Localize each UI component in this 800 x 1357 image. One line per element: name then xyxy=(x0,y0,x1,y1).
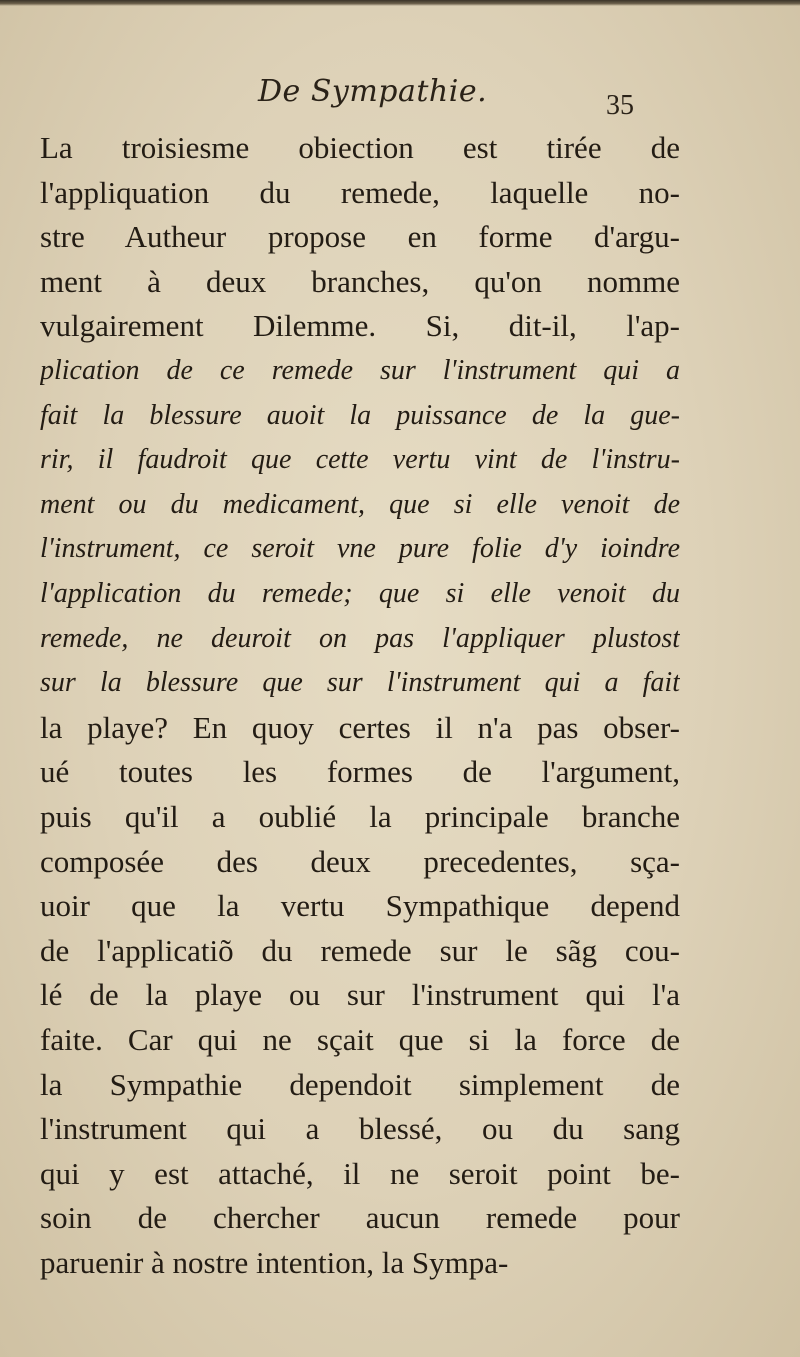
text-line: plication de ce remede sur l'instrument qui a xyxy=(40,355,680,386)
text-line: ment ou du medicament, que si elle venoit de xyxy=(40,488,680,520)
text-line: sur la blessure que sur l'instrument qui a fait xyxy=(40,667,680,699)
text-line: lé de la playe ou sur l'instrument qui l'a xyxy=(40,977,680,1013)
text-line: l'appliquation du remede, laquelle no- xyxy=(40,174,680,210)
text-line: uoir que la vertu Sympathique depend xyxy=(40,888,680,924)
page-number: 35 xyxy=(606,90,634,121)
text-line: la playe? En quoy certes il n'a pas obser- xyxy=(40,709,680,745)
text-line: qui y est attaché, il ne seroit point be- xyxy=(40,1155,680,1191)
text-line: la Sympathie dependoit simplement de xyxy=(40,1066,680,1102)
text-line: La troisiesme obiection est tirée de xyxy=(40,130,680,165)
text-line: de l'applicatiõ du remede sur le sãg cou- xyxy=(40,932,680,968)
text-line: ué toutes les formes de l'argument, xyxy=(40,754,680,790)
text-line: l'application du remede; que si elle venoit du xyxy=(40,578,680,609)
text-line: composée des deux precedentes, sça- xyxy=(40,843,680,879)
page-header xyxy=(0,70,800,120)
text-line: l'instrument qui a blessé, ou du sang xyxy=(40,1111,680,1147)
text-line: ment à deux branches, qu'on nomme xyxy=(40,263,680,299)
text-line: soin de chercher aucun remede pour xyxy=(40,1200,680,1236)
text-line: vulgairement Dilemme. Si, dit-il, l'ap- xyxy=(40,308,680,344)
text-line: puis qu'il a oublié la principale branche xyxy=(40,799,680,834)
page-top-edge xyxy=(0,0,800,6)
text-line: rir, il faudroit que cette vertu vint de l'instru- xyxy=(40,444,680,476)
text-line: fait la blessure auoit la puissance de la gue- xyxy=(40,399,680,431)
running-title: De Sympathie. xyxy=(258,74,488,109)
text-line: remede, ne deuroit on pas l'appliquer plustost xyxy=(40,622,680,654)
text-line: faite. Car qui ne sçait que si la force de xyxy=(40,1022,680,1057)
text-line: l'instrument, ce seroit vne pure folie d'y ioindre xyxy=(40,533,680,565)
text-line: stre Autheur propose en forme d'argu- xyxy=(40,219,680,255)
text-line: paruenir à nostre intention, la Sympa- xyxy=(40,1245,509,1280)
